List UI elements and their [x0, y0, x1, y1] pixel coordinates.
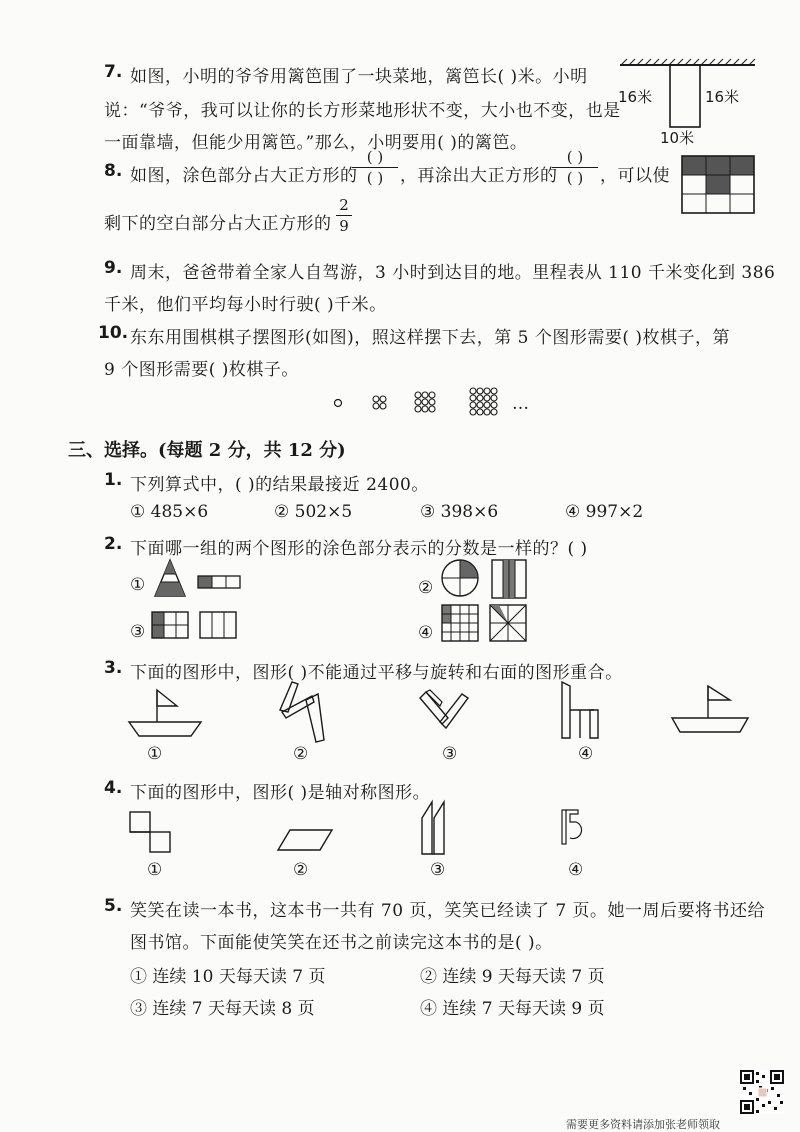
c3-mark-4[interactable]: ④ [578, 744, 594, 764]
c1-text: 下列算式中，( )的结果最接近 2400。 [130, 475, 429, 495]
c3-figure-2 [278, 680, 338, 746]
q10-ellipsis: … [512, 394, 530, 414]
c4-figure-4 [560, 808, 590, 848]
c5-option-3[interactable]: ③ 连续 7 天每天读 8 页 [130, 999, 315, 1019]
c5-option-1[interactable]: ① 连续 10 天每天读 7 页 [130, 967, 326, 987]
q10-stones-figure [330, 388, 520, 420]
c4-figure-3 [420, 800, 460, 856]
qr-code [740, 1070, 784, 1114]
footer-text: 需要更多资料请添加张老师领取 [566, 1118, 720, 1131]
c4-mark-3[interactable]: ③ [430, 860, 446, 880]
c5-option-4[interactable]: ④ 连续 7 天每天读 9 页 [420, 999, 605, 1019]
q8-part1: 如图，涂色部分占大正方形的 [130, 166, 358, 186]
c2-figure-3 [150, 610, 245, 640]
q7-line1: 如图，小明的爷爷用篱笆围了一块菜地，篱笆长( )米。小明 [130, 67, 588, 87]
q7-number: 7. [104, 62, 123, 82]
c4-figure-1 [128, 810, 174, 858]
q9-line1: 周末，爸爸带着全家人自驾游，3 小时到达目的地。里程表从 110 千米变化到 386 [130, 263, 776, 283]
section3-title: 三、选择。(每题 2 分，共 12 分) [68, 440, 346, 461]
c4-mark-4[interactable]: ④ [568, 860, 584, 880]
c1-option-1[interactable]: ① 485×6 [130, 502, 209, 522]
c2-mark-3[interactable]: ③ [130, 622, 146, 642]
q7-line2: 说：“爷爷，我可以让你的长方形菜地形状不变，大小也不变，也是 [104, 101, 621, 121]
q8-grid-figure [682, 156, 754, 214]
c2-figure-4 [440, 603, 530, 645]
q7-label-bottom: 10米 [660, 129, 695, 147]
c2-number: 2. [104, 534, 123, 554]
q10-line1: 东东用围棋棋子摆图形(如图)，照这样摆下去，第 5 个图形需要( )枚棋子，第 [130, 328, 731, 348]
q8-number: 8. [104, 161, 123, 181]
c4-text: 下面的图形中，图形( )是轴对称图形。 [130, 783, 431, 803]
c4-mark-1[interactable]: ① [147, 860, 163, 880]
q8-part2: ，再涂出大正方形的 [400, 166, 558, 186]
q8-fraction-2-9: 2 9 [336, 196, 352, 235]
c2-mark-1[interactable]: ① [130, 575, 146, 595]
c3-figure-4 [560, 680, 620, 742]
c3-mark-1[interactable]: ① [147, 744, 163, 764]
q7-label-right: 16米 [705, 88, 740, 106]
q8-part3: ，可以使 [600, 166, 670, 186]
c1-option-2[interactable]: ② 502×5 [274, 502, 353, 522]
q8-fraction-blank-1[interactable]: ( ) ( ) [352, 148, 398, 187]
q7-line3: 一面靠墙，但能少用篱笆。”那么，小明要用( )的篱笆。 [104, 133, 528, 153]
c2-figure-1 [150, 558, 240, 598]
q8-line2: 剩下的空白部分占大正方形的 [104, 214, 332, 234]
c2-mark-2[interactable]: ② [418, 578, 434, 598]
c3-reference-figure [668, 684, 758, 736]
q10-line2: 9 个图形需要( )枚棋子。 [104, 360, 299, 380]
c3-mark-3[interactable]: ③ [442, 744, 458, 764]
c3-figure-3 [418, 688, 488, 740]
c1-option-4[interactable]: ④ 997×2 [565, 502, 644, 522]
c3-text: 下面的图形中，图形( )不能通过平移与旋转和右面的图形重合。 [130, 663, 623, 683]
c3-figure-1 [125, 688, 205, 740]
c3-number: 3. [104, 658, 123, 678]
c5-option-2[interactable]: ② 连续 9 天每天读 7 页 [420, 967, 605, 987]
c2-text: 下面哪一组的两个图形的涂色部分表示的分数是一样的？( ) [130, 539, 588, 559]
c5-line1: 笑笑在读一本书，这本书一共有 70 页，笑笑已经读了 7 页。她一周后要将书还给 [130, 901, 766, 921]
q9-line2: 千米，他们平均每小时行驶( )千米。 [104, 295, 387, 315]
q7-label-left: 16米 [618, 88, 653, 106]
q9-number: 9. [104, 258, 123, 278]
c2-mark-4[interactable]: ④ [418, 623, 434, 643]
c4-figure-2 [276, 828, 336, 852]
c1-number: 1. [104, 470, 123, 490]
c5-line2: 图书馆。下面能使笑笑在还书之前读完这本书的是( )。 [130, 933, 553, 953]
q8-fraction-blank-2[interactable]: ( ) ( ) [552, 148, 598, 187]
c4-number: 4. [104, 778, 123, 798]
c3-mark-2[interactable]: ② [293, 744, 309, 764]
c5-number: 5. [104, 896, 123, 916]
c1-option-3[interactable]: ③ 398×6 [420, 502, 499, 522]
c2-figure-2 [440, 558, 530, 600]
q10-number: 10. [98, 323, 129, 343]
c4-mark-2[interactable]: ② [293, 860, 309, 880]
